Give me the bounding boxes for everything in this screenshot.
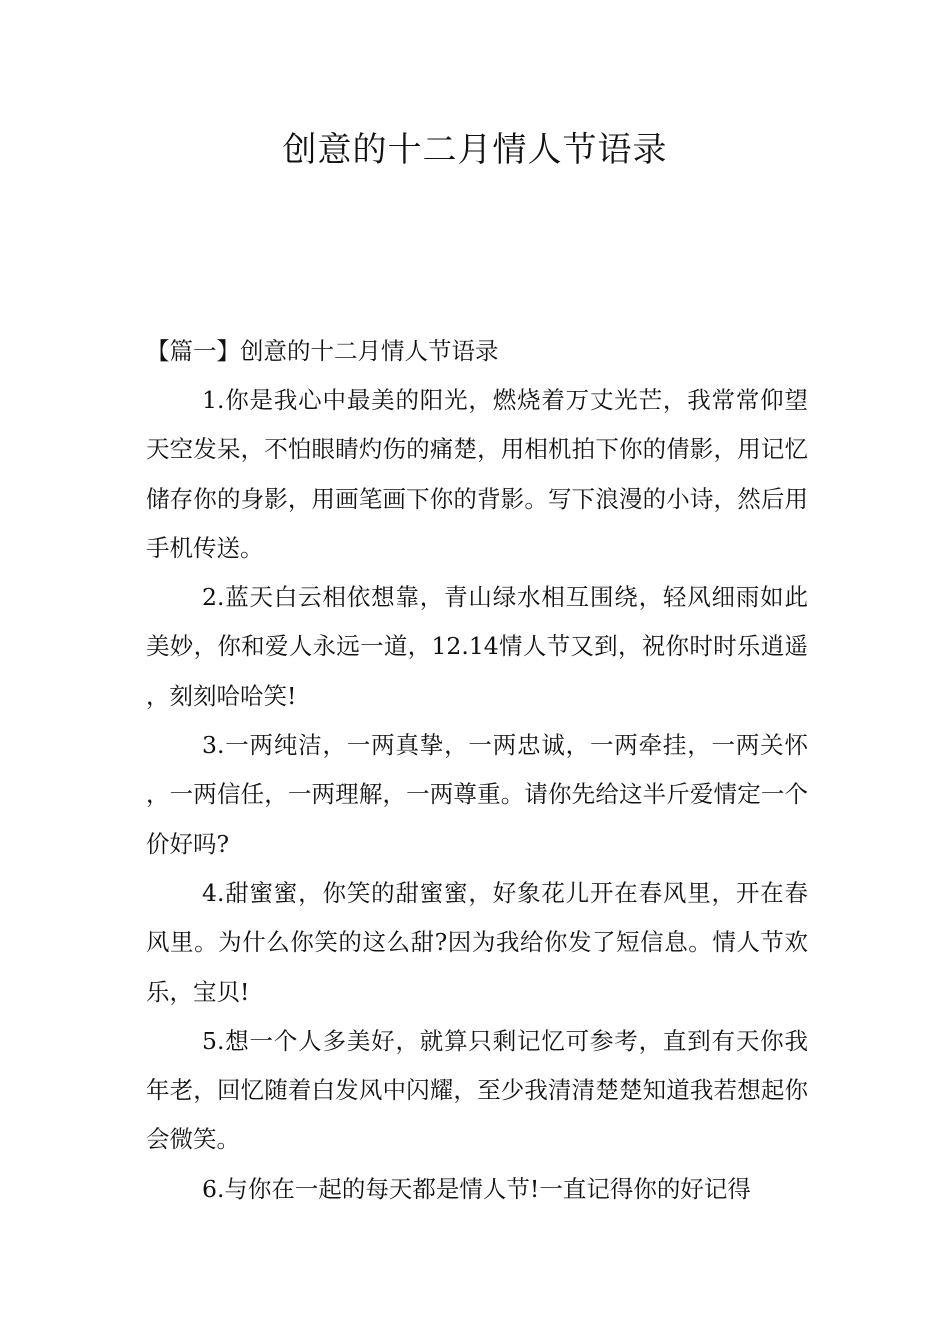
paragraph-2: 2.蓝天白云相依想靠，青山绿水相互围绕，轻风细雨如此美妙，你和爱人永远一道，12.14情人节又到，祝你时时乐逍遥，刻刻哈哈笑! xyxy=(146,583,808,710)
document-body xyxy=(146,327,808,1214)
section-heading: 【篇一】创意的十二月情人节语录 xyxy=(146,337,499,365)
document-title: 创意的十二月情人节语录 xyxy=(282,130,668,170)
paragraph-3: 3.一两纯洁，一两真挚，一两忠诚，一两牵挂，一两关怀，一两信任，一两理解，一两尊重。请你先给这半斤爱情定一个价好吗? xyxy=(146,731,808,858)
paragraph-6: 6.与你在一起的每天都是情人节!一直记得你的好记得 xyxy=(202,1174,751,1203)
paragraph-1: 1.你是我心中最美的阳光，燃烧着万丈光芒，我常常仰望天空发呆，不怕眼睛灼伤的痛楚，用相机拍下你的倩影，用记忆储存你的身影，用画笔画下你的背影。写下浪漫的小诗，然后用手机传送。 xyxy=(146,386,808,562)
paragraph-5: 5.想一个人多美好，就算只剩记忆可参考，直到有天你我年老，回忆随着白发风中闪耀，至少我清清楚楚知道我若想起你会微笑。 xyxy=(146,1026,808,1154)
paragraph-4: 4.甜蜜蜜，你笑的甜蜜蜜，好象花儿开在春风里，开在春风里。为什么你笑的这么甜?因为我给你发了短信息。情人节欢乐，宝贝! xyxy=(146,878,808,1006)
